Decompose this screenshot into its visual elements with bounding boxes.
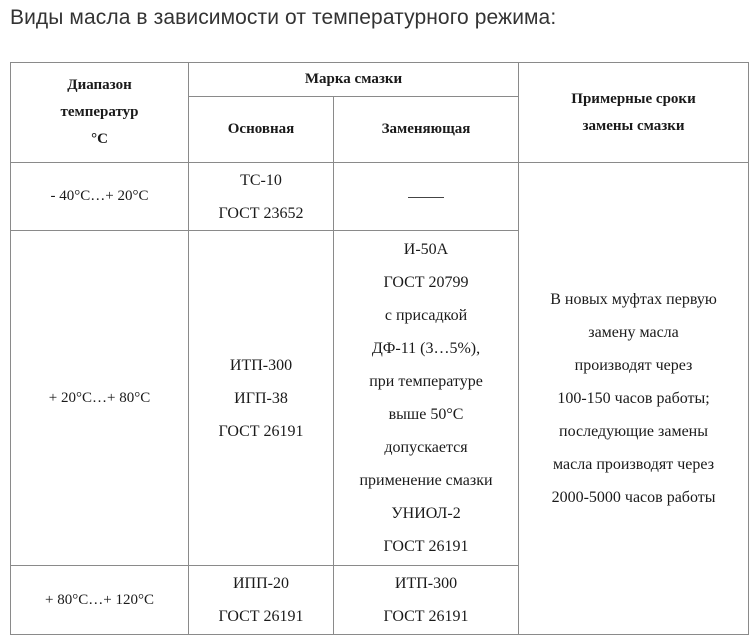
sub-2-line-9: УНИОЛ-2 xyxy=(391,505,461,522)
main-cell-2 xyxy=(189,231,334,566)
sub-2-line-3: с присадкой xyxy=(384,307,468,324)
period-line-6: масла производят через xyxy=(553,456,715,473)
header-temperature-range xyxy=(11,63,189,163)
substitute-cell-2 xyxy=(334,231,519,566)
sub-2-line-10: ГОСТ 26191 xyxy=(383,538,469,555)
sub-2-line-6: выше 50°С xyxy=(388,406,464,423)
header-range-line-2: температур xyxy=(60,104,139,120)
substitute-cell-1 xyxy=(334,163,519,231)
period-line-2: замену масла xyxy=(588,324,679,341)
period-line-7: 2000-5000 часов работы xyxy=(551,489,716,506)
header-main: Основная xyxy=(189,97,334,163)
sub-2-line-8: применение смазки xyxy=(359,472,493,489)
header-range-line-1: Диапазон xyxy=(67,77,132,93)
sub-2-line-5: при температуре xyxy=(369,373,483,390)
header-lubricant-brand: Марка смазки xyxy=(189,63,519,97)
main-1-line-2: ГОСТ 23652 xyxy=(218,204,304,222)
sub-2-line-2: ГОСТ 20799 xyxy=(383,274,469,291)
range-cell-2: + 20°С…+ 80°С xyxy=(11,231,189,566)
header-period-line-1: Примерные сроки xyxy=(571,90,696,107)
header-period-line-2: замены смазки xyxy=(582,117,685,134)
oil-types-table xyxy=(10,62,749,635)
main-2-line-3: ГОСТ 26191 xyxy=(218,422,304,440)
main-3-line-1: ИПП-20 xyxy=(233,575,289,592)
sub-2-line-4: ДФ-11 (3…5%), xyxy=(371,340,481,357)
period-line-3: производят через xyxy=(574,357,693,374)
main-cell-3 xyxy=(189,566,334,635)
range-cell-3: + 80°С…+ 120°С xyxy=(11,566,189,635)
empty-dash xyxy=(408,197,444,198)
range-cell-1: - 40°С…+ 20°С xyxy=(11,163,189,231)
main-1-line-1: ТС-10 xyxy=(240,171,282,189)
header-substitute: Заменяющая xyxy=(334,97,519,163)
sub-3-line-2: ГОСТ 26191 xyxy=(383,608,469,625)
substitute-cell-3 xyxy=(334,566,519,635)
period-line-4: 100-150 часов работы; xyxy=(557,390,710,407)
page-heading: Виды масла в зависимости от температурного режима: xyxy=(10,6,557,29)
main-3-line-2: ГОСТ 26191 xyxy=(218,608,304,625)
main-2-line-1: ИТП-300 xyxy=(229,356,293,374)
period-line-1: В новых муфтах первую xyxy=(550,291,717,308)
sub-2-line-1: И-50А xyxy=(403,241,449,258)
main-cell-1 xyxy=(189,163,334,231)
sub-2-line-7: допускается xyxy=(384,439,468,456)
header-replacement-period xyxy=(519,63,749,163)
sub-3-line-1: ИТП-300 xyxy=(394,575,458,592)
period-line-5: последующие замены xyxy=(559,423,708,440)
header-range-line-3: °С xyxy=(91,131,108,147)
main-2-line-2: ИГП-38 xyxy=(234,389,288,407)
period-cell xyxy=(519,163,749,635)
